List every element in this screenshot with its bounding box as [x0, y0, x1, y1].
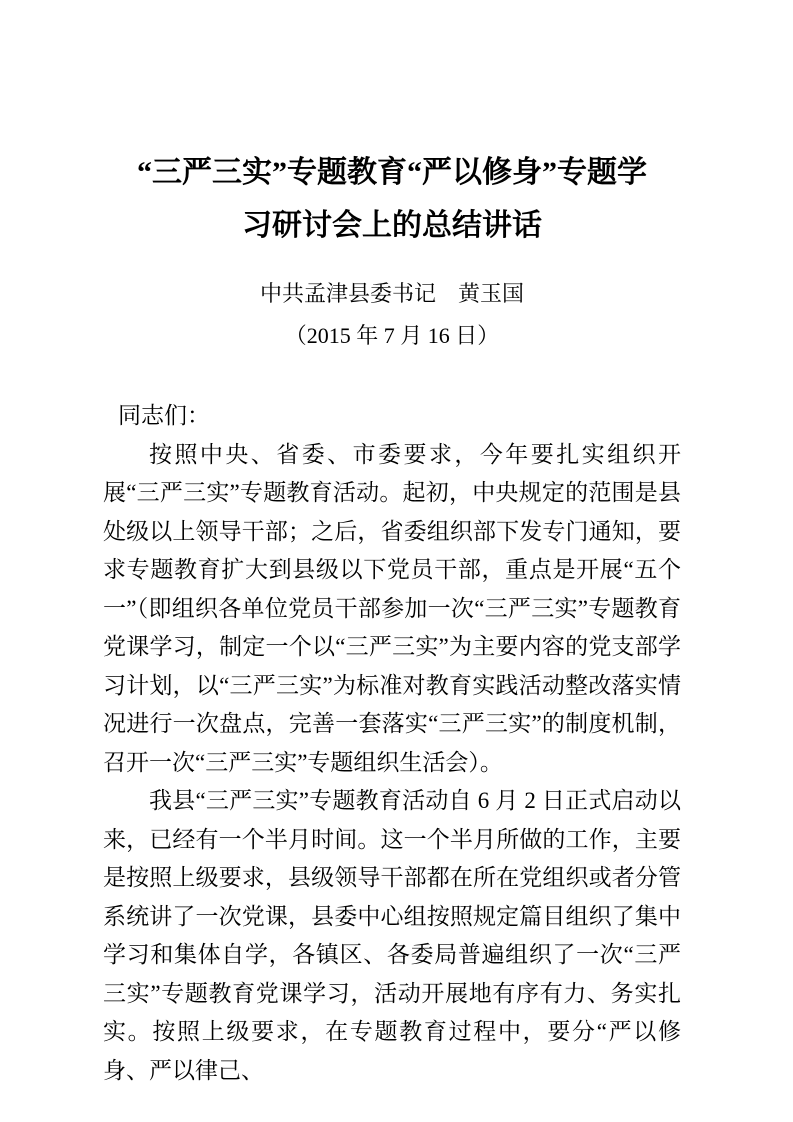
document-body [103, 397, 681, 1090]
date-line: （2015 年 7 月 16 日） [284, 323, 500, 348]
document-title [103, 0, 681, 252]
salutation: 同志们： [118, 403, 210, 428]
paragraph-1: 按照中央、省委、市委要求，今年要扎实组织开展“三严三实”专题教育活动。起初，中央规定的范围是县处级以上领导干部；之后，省委组织部下发专门通知，要求专题教育扩大到县级以下党员干部，重点是开展“五个一”（即组织各单位党员干部参加一次“三严三实”专题教育党课学习，制定一个以“三严三实”为主要内容的党支部学习计划，以“三严三实”为标准对教育实践活动整改落实情况进行一次盘点，完善一套落实“三严三实”的制度机制，召开一次“三严三实”专题组织生活会）。 [103, 441, 681, 775]
title-line-1: “三严三实”专题教育“严以修身”专题学 [137, 156, 647, 189]
paragraph-2: 我县“三严三实”专题教育活动自 6 月 2 日正式启动以来，已经有一个半月时间。这一个半月所做的工作，主要是按照上级要求，县级领导干部都在所在党组织或者分管系统讲了一次党课，县委中心组按照规定篇目组织了集中学习和集体自学，各镇区、各委局普遍组织了一次“三严三实”专题教育党课学习，活动开展地有序有力、务实扎实。按照上级要求，在专题教育过程中，要分“严以修身、严以律己、 [103, 788, 681, 1083]
author-line: 中共孟津县委书记 黄玉国 [259, 281, 524, 306]
document-content [103, 0, 681, 1090]
title-line-2: 习研讨会上的总结讲话 [242, 209, 542, 242]
